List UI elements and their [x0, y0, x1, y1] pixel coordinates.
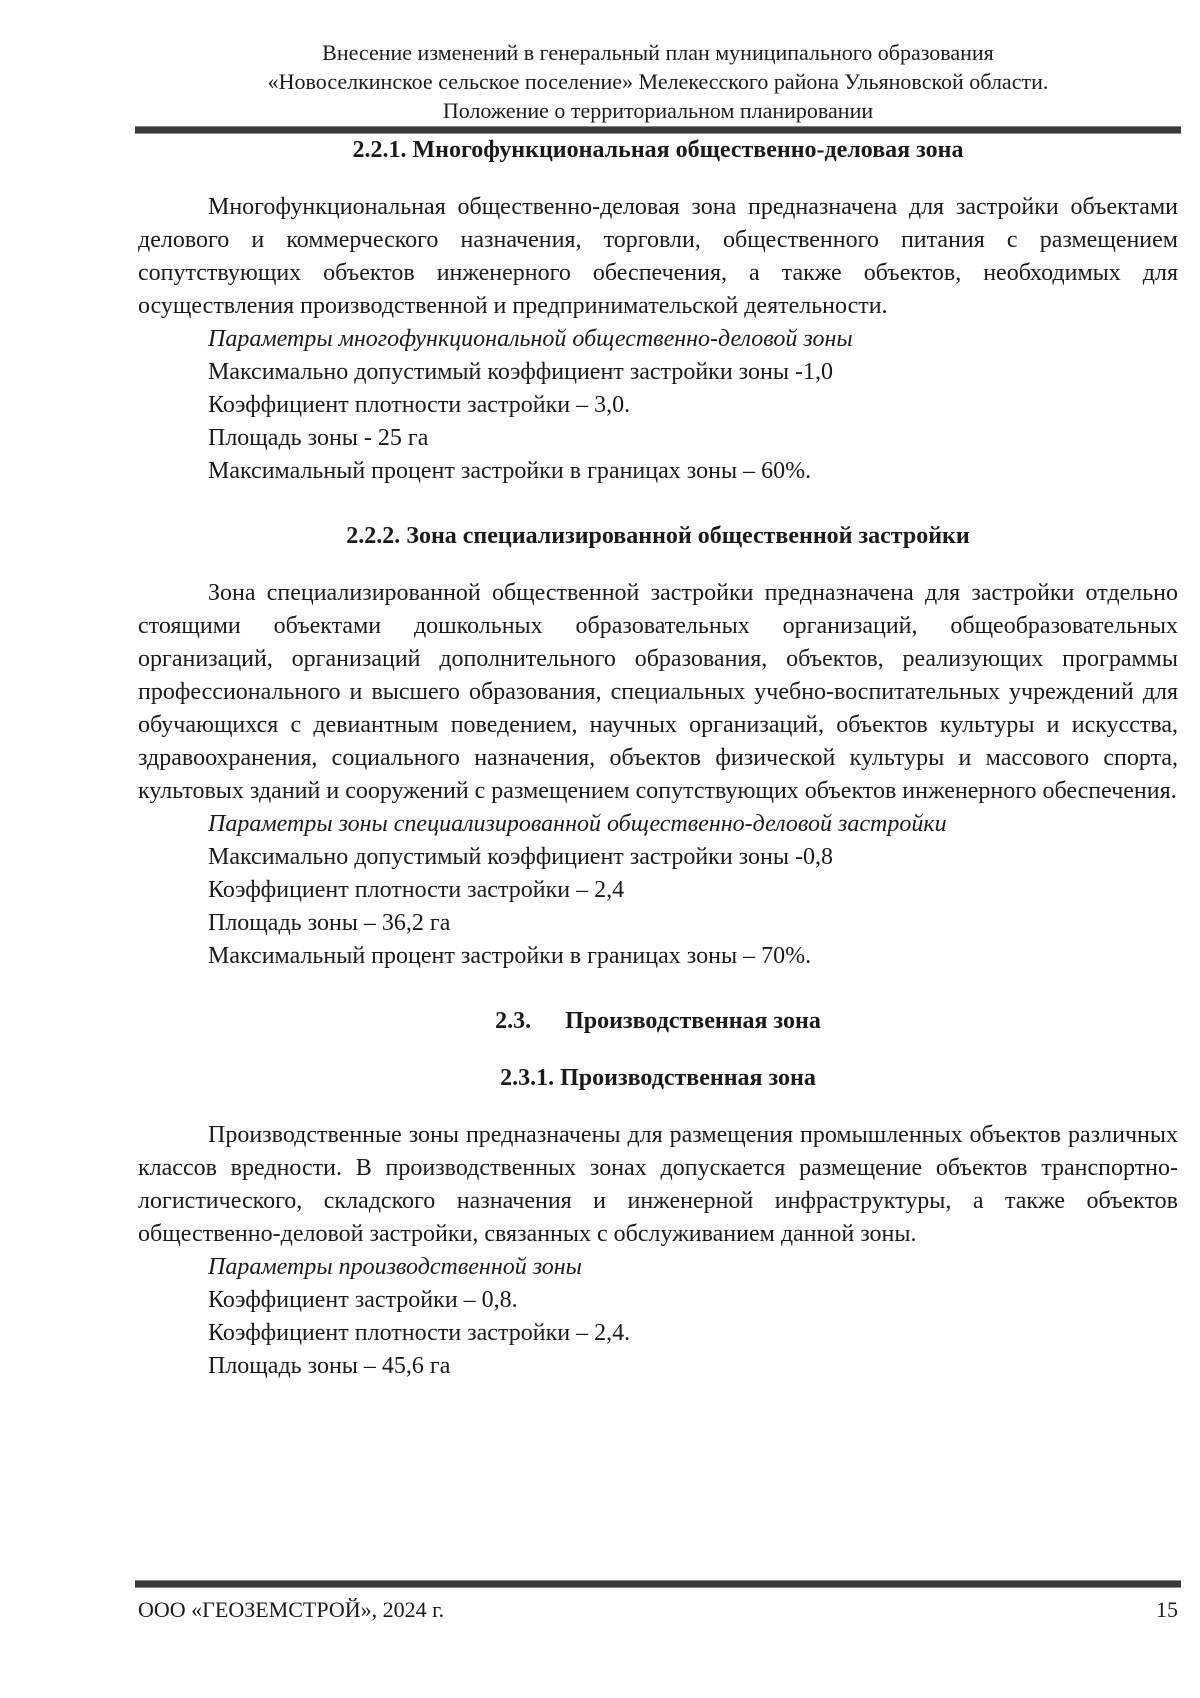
params-title-2-2-1: Параметры многофункциональной общественно-деловой зоны: [208, 326, 853, 352]
section-number-2-3: 2.3.: [495, 1008, 532, 1034]
section-title-2-3: Производственная зона: [565, 1008, 821, 1034]
param-item: Максимально допустимый коэффициент застройки зоны -0,8: [208, 844, 833, 870]
header-rule: [135, 126, 1181, 134]
section-body-2-2-2: Зона специализированной общественной застройки предназначена для застройки отдельно стоящими объектами дошкольных образовательных организаций, общеобразовательных организаций, организаций дополнительного образования, объектов, реализующих программы профессионального и высшего образования, специальных учебно-воспитательных учреждений для обучающихся с девиантным поведением, научных организаций, объектов культуры и искусства, здравоохранения, социального назначения, объектов физической культуры и массового спорта, культовых зданий и сооружений с размещением сопутствующих объектов инженерного обеспечения.: [138, 580, 1178, 804]
params-title-2-3-1: Параметры производственной зоны: [208, 1254, 582, 1280]
param-item: Коэффициент застройки – 0,8.: [208, 1287, 518, 1313]
page-content: [138, 134, 1178, 1383]
page-number: 15: [1156, 1597, 1178, 1622]
param-item: Площадь зоны – 36,2 га: [208, 910, 451, 936]
footer-rule: [135, 1580, 1181, 1588]
param-item: Максимальный процент застройки в границах зоны – 60%.: [208, 458, 812, 484]
params-title-2-2-2: Параметры зоны специализированной общественно-деловой застройки: [208, 811, 947, 837]
footer-company: ООО «ГЕОЗЕМСТРОЙ», 2024 г.: [138, 1597, 445, 1622]
page-header: [138, 38, 1178, 125]
param-item: Коэффициент плотности застройки – 3,0.: [208, 392, 631, 418]
section-body-2-2-1: Многофункциональная общественно-деловая зона предназначена для застройки объектами делового и коммерческого назначения, торговли, общественного питания с размещением сопутствующих объектов инженерного обеспечения, а также объектов, необходимых для осуществления производственной и предпринимательской деятельности.: [138, 194, 1178, 319]
param-item: Площадь зоны - 25 га: [208, 425, 429, 451]
section-heading-2-2-1: 2.2.1. Многофункциональная общественно-деловая зона: [352, 137, 964, 163]
param-item: Коэффициент плотности застройки – 2,4: [208, 877, 625, 903]
param-item: Площадь зоны – 45,6 га: [208, 1353, 451, 1379]
header-line-1: Внесение изменений в генеральный план муниципального образования: [322, 40, 994, 65]
param-item: Максимальный процент застройки в границах зоны – 70%.: [208, 943, 812, 969]
param-item: Максимально допустимый коэффициент застройки зоны -1,0: [208, 359, 833, 385]
header-line-3: Положение о территориальном планировании: [442, 98, 874, 123]
section-heading-2-2-2: 2.2.2. Зона специализированной общественной застройки: [346, 523, 970, 549]
param-item: Коэффициент плотности застройки – 2,4.: [208, 1320, 631, 1346]
header-line-2: «Новоселкинское сельское поселение» Мелекесского района Ульяновской области.: [267, 69, 1049, 94]
section-body-2-3-1: Производственные зоны предназначены для размещения промышленных объектов различных классов вредности. В производственных зонах допускается размещение объектов транспортно-логистического, складского назначения и инженерной инфраструктуры, а также объектов общественно-деловой застройки, связанных с обслуживанием данной зоны.: [138, 1122, 1178, 1247]
section-heading-2-3-1: 2.3.1. Производственная зона: [500, 1065, 816, 1091]
section-heading-2-3: [138, 1005, 1178, 1038]
